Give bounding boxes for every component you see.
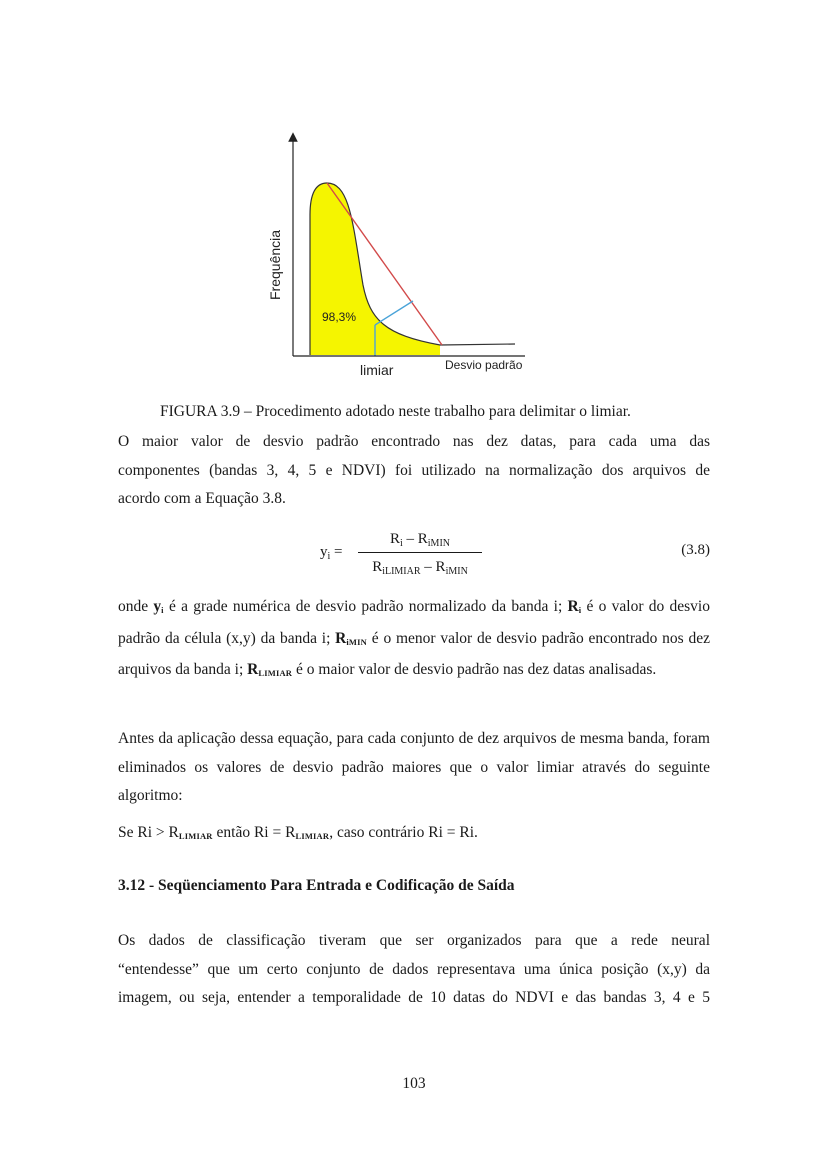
x-axis-label: Desvio padrão xyxy=(445,358,523,372)
var-sub: LIMIAR xyxy=(295,831,330,841)
eq-var-y: y xyxy=(320,544,328,560)
figure-caption: FIGURA 3.9 – Procedimento adotado neste trabalho para delimitar o limiar. xyxy=(160,403,631,420)
eq-sub: iMIN xyxy=(427,538,451,549)
text-run: é o menor valor de desvio padrão encontrado nos dez arquivos da banda i; xyxy=(118,629,710,679)
var-Rmin: R xyxy=(335,629,347,647)
paragraph-line: O maior valor de desvio padrão encontrado nas dez datas, para cada uma das xyxy=(118,433,710,450)
area-percentage-label: 98,3% xyxy=(322,310,357,324)
eq-numerator xyxy=(358,527,482,551)
equation-lhs xyxy=(320,544,343,562)
paragraph-sequencing xyxy=(118,927,710,1013)
equation-fraction xyxy=(358,527,482,579)
equation-number: (3.8) xyxy=(681,542,710,558)
var-sub: iMIN xyxy=(346,636,368,647)
text-run: então Ri = R xyxy=(212,824,296,841)
paragraph-line: Os dados de classificação tiveram que ser organizados para que a rede neural xyxy=(118,932,710,949)
max-distance-segment xyxy=(375,301,413,325)
paragraph-line: acordo com a Equação 3.8. xyxy=(118,490,286,508)
eq-term: R xyxy=(389,531,400,547)
var-sub: i xyxy=(161,605,164,615)
paragraph-normalization xyxy=(118,428,710,514)
y-axis-label: Frequência xyxy=(267,229,283,300)
eq-denominator xyxy=(358,555,482,579)
algorithm-text xyxy=(118,819,710,851)
section-heading: 3.12 - Seqüenciamento Para Entrada e Codificação de Saída xyxy=(118,877,515,894)
var-sub: LIMIAR xyxy=(178,831,213,841)
paragraph-line: imagem, ou seja, entender a temporalidade de 10 datas do NDVI e das bandas 3, 4 e 5 xyxy=(118,989,710,1007)
eq-term: R xyxy=(417,531,428,547)
text-run: é a grade numérica de desvio padrão normalizado da banda i; xyxy=(163,598,568,615)
page-number: 103 xyxy=(402,1075,426,1092)
paragraph-variable-definitions xyxy=(118,593,710,688)
algorithm-rule xyxy=(118,819,710,851)
text-run: , caso contrário Ri = Ri. xyxy=(329,824,478,841)
eq-minus: – xyxy=(402,531,418,547)
eq-minus: – xyxy=(420,559,436,575)
eq-sub: iLIMIAR xyxy=(382,566,421,577)
var-y: y xyxy=(153,598,162,615)
var-sub: LIMIAR xyxy=(258,668,293,679)
var-Rlimiar: R xyxy=(247,661,259,679)
text-run: onde xyxy=(118,598,154,615)
eq-equals: = xyxy=(334,544,343,560)
threshold-label: limiar xyxy=(360,362,394,378)
eq-sub: iMIN xyxy=(445,566,468,577)
eq-sub: i xyxy=(327,551,331,562)
eq-term: R xyxy=(435,559,446,575)
paragraph-line: componentes (bandas 3, 4, 5 e NDVI) foi utilizado na normalização dos arquivos de xyxy=(118,461,710,479)
text-run: é o valor do desvio padrão da célula (x,y) da banda i; xyxy=(118,598,710,647)
paragraph-line: “entendesse” que um certo conjunto de dados representava uma única posição (x,y) da xyxy=(118,960,710,978)
algorithm-intro-text: Antes da aplicação dessa equação, para cada conjunto de dez arquivos de mesma banda, foram eliminados os valores de desvio padrão maiores que o valor limiar através do seguinte algoritmo: xyxy=(118,730,710,805)
fraction-bar xyxy=(358,552,482,553)
eq-term: R xyxy=(372,559,383,575)
threshold-figure xyxy=(255,125,545,385)
var-sub: i xyxy=(578,605,582,615)
definitions-text xyxy=(118,593,710,688)
paragraph-algorithm-intro xyxy=(118,725,710,811)
eq-sub: i xyxy=(399,538,403,549)
text-run: é o maior valor de desvio padrão nas dez datas analisadas. xyxy=(292,661,657,679)
text-run: Se Ri > R xyxy=(118,824,179,841)
var-R: R xyxy=(567,598,579,615)
equation-3-8 xyxy=(320,527,712,583)
